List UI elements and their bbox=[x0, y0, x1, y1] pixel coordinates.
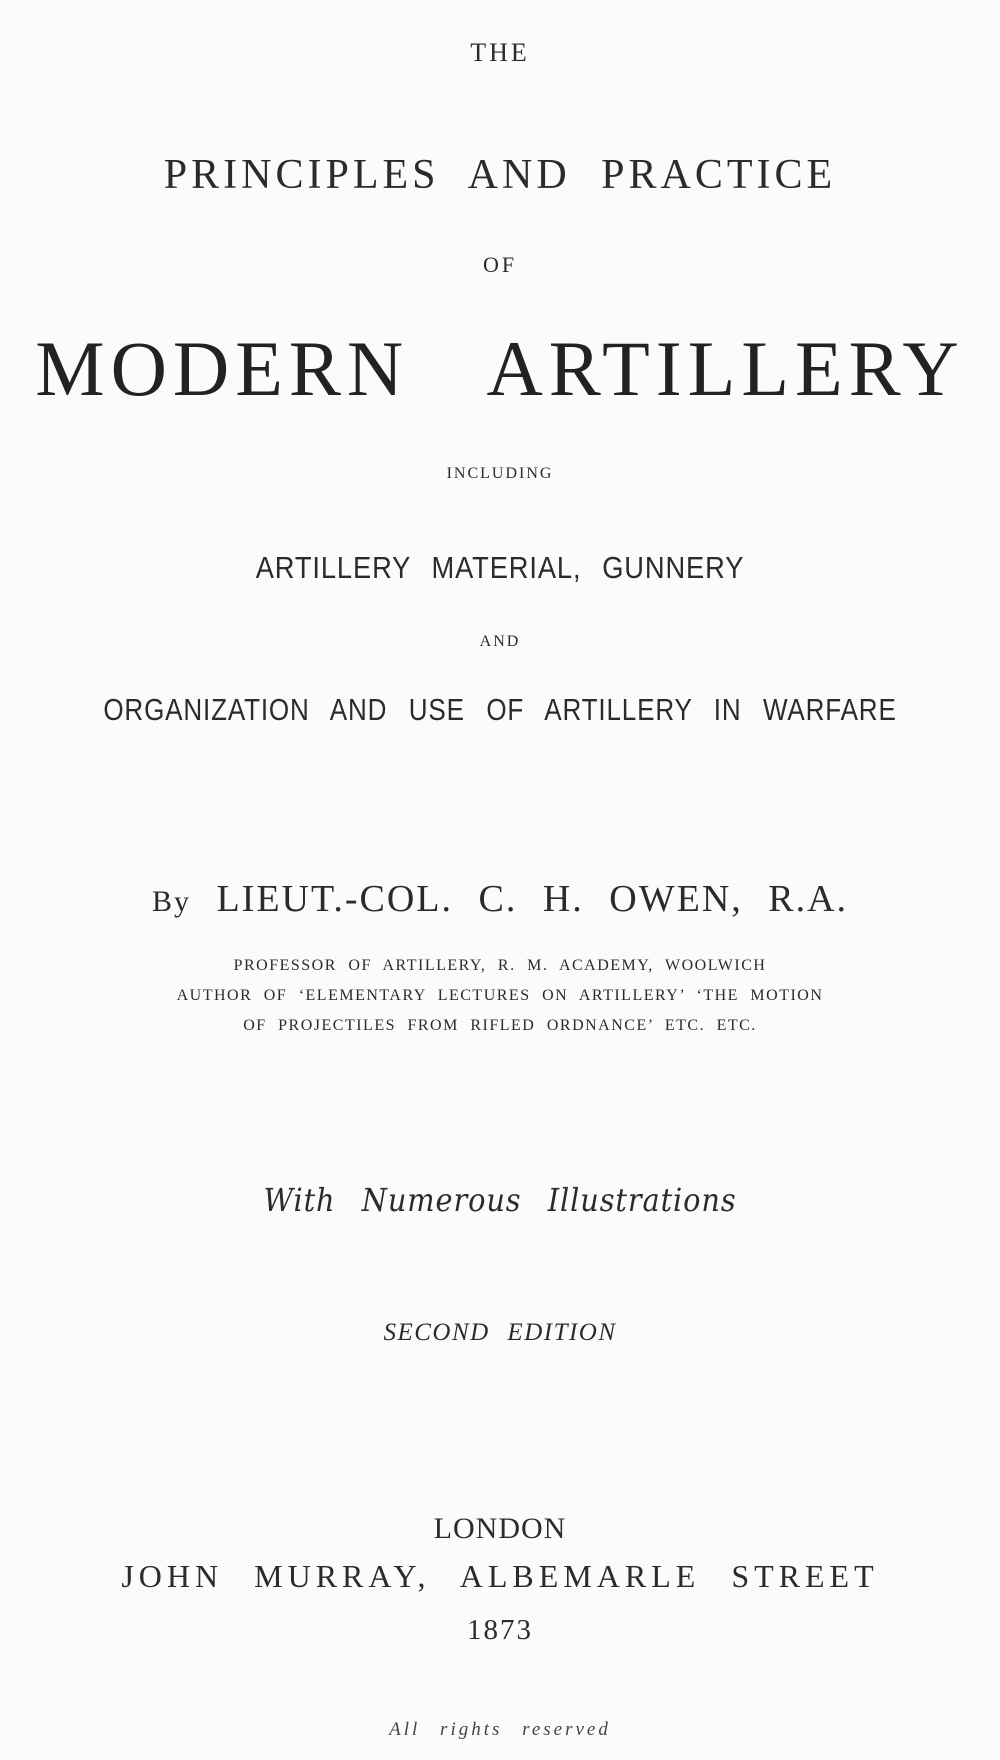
author-line bbox=[0, 880, 1000, 918]
author-name: LIEUT.-COL. C. H. OWEN, R.A. bbox=[216, 878, 849, 920]
including-label: INCLUDING bbox=[446, 465, 554, 482]
author-credential: OF PROJECTILES FROM RIFLED ORDNANCE’ ETC. ETC. bbox=[243, 1017, 757, 1034]
author-credential: PROFESSOR OF ARTILLERY, R. M. ACADEMY, WOOLWICH bbox=[233, 957, 767, 974]
title-of: OF bbox=[482, 252, 518, 277]
imprint-city: LONDON bbox=[433, 1512, 567, 1545]
author-by: By bbox=[151, 885, 191, 918]
title-the: THE bbox=[470, 38, 530, 67]
title-principles: PRINCIPLES AND PRACTICE bbox=[163, 152, 837, 198]
subject-line-2: ORGANIZATION AND USE OF ARTILLERY IN WARFARE bbox=[103, 692, 897, 727]
imprint-publisher: JOHN MURRAY, ALBEMARLE STREET bbox=[121, 1558, 879, 1594]
author-credential: AUTHOR OF ‘ELEMENTARY LECTURES ON ARTILLERY’ ‘THE MOTION bbox=[176, 987, 824, 1004]
subject-line-1: ARTILLERY MATERIAL, GUNNERY bbox=[255, 550, 745, 585]
main-title: MODERN ARTILLERY bbox=[35, 325, 965, 412]
edition-label: SECOND EDITION bbox=[383, 1319, 617, 1346]
rights-notice: All rights reserved bbox=[389, 1719, 611, 1740]
and-label: AND bbox=[479, 633, 521, 650]
illustrations-note: With Numerous Illustrations bbox=[263, 1181, 737, 1219]
imprint-year: 1873 bbox=[467, 1614, 533, 1646]
